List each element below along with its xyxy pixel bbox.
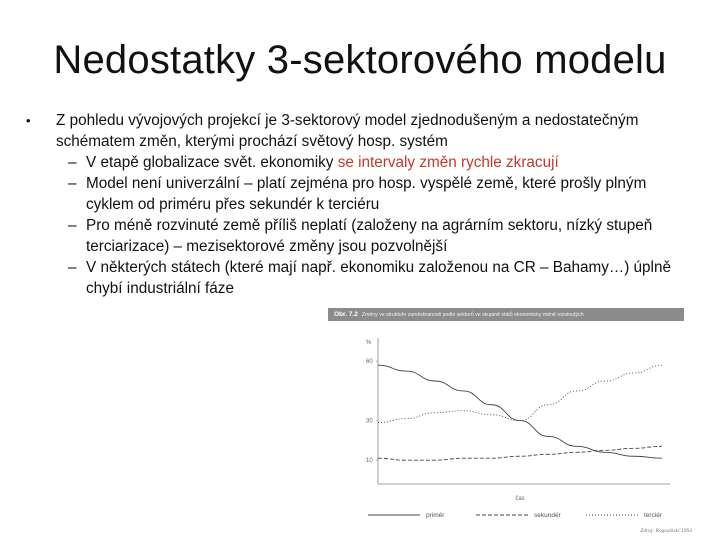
sub-bullet-2: [26, 173, 696, 215]
y-tick-label: 30: [366, 418, 373, 425]
figure-header: [328, 308, 684, 321]
x-axis-label: čas: [515, 496, 525, 502]
legend-label-3: terciér: [644, 512, 663, 519]
legend-label-1: primér: [426, 512, 445, 519]
figure-caption: Změny ve struktuře zaměstnanosti podle sektorů ve skupině států ekonomicky méně rozvinutých: [361, 312, 584, 318]
sub-bullet-3: [26, 215, 696, 257]
bullet-marker: •: [26, 113, 31, 128]
sub-bullet-4: [26, 257, 696, 299]
sub-bullet-3-text: Pro méně rozvinuté země příliš neplatí (založeny na agrárním sektoru, nízký stupeň terciarizace) – mezisektorové změny jsou pozvolnější: [86, 217, 653, 255]
dash-marker: –: [68, 259, 77, 276]
y-tick-label: 10: [366, 458, 373, 465]
figure-source: Zdroj: Rogoziński 1993: [640, 528, 692, 534]
bullet-main-text: Z pohledu vývojových projekcí je 3-sektorový model zjednodušeným a nedostatečným schématem změn, kterými prochází světový hosp. systém: [56, 112, 639, 150]
line-chart: [328, 308, 700, 536]
figure-number: Obr. 7.2: [334, 311, 358, 318]
y-tick-label: 60: [366, 359, 373, 366]
dash-marker: –: [68, 154, 77, 171]
sub-bullet-1: [26, 152, 696, 173]
slide-content: [26, 110, 696, 299]
dash-marker: –: [68, 175, 77, 192]
sub-bullet-1-text: V etapě globalizace svět. ekonomiky: [86, 154, 338, 171]
dash-marker: –: [68, 217, 77, 234]
slide-title: Nedostatky 3-sektorového modelu: [53, 38, 667, 82]
sub-bullet-4-text: V některých státech (které mají např. ekonomiku založenou na CR – Bahamy…) úplně chybí industriální fáze: [86, 259, 671, 297]
y-axis-label: %: [366, 340, 372, 346]
sub-bullet-2-text: Model není univerzální – platí zejména pro hosp. vyspělé země, které prošly plným cyklem od priméru přes sekundér k terciéru: [86, 175, 647, 213]
bullet-main: [26, 110, 696, 152]
series-line-1: [378, 365, 662, 458]
legend-label-2: sekundér: [534, 512, 561, 519]
series-line-3: [378, 365, 662, 422]
sub-bullet-1-highlight: se intervaly změn rychle zkracují: [337, 154, 559, 171]
series-line-2: [378, 446, 662, 460]
figure-image: [328, 308, 700, 536]
